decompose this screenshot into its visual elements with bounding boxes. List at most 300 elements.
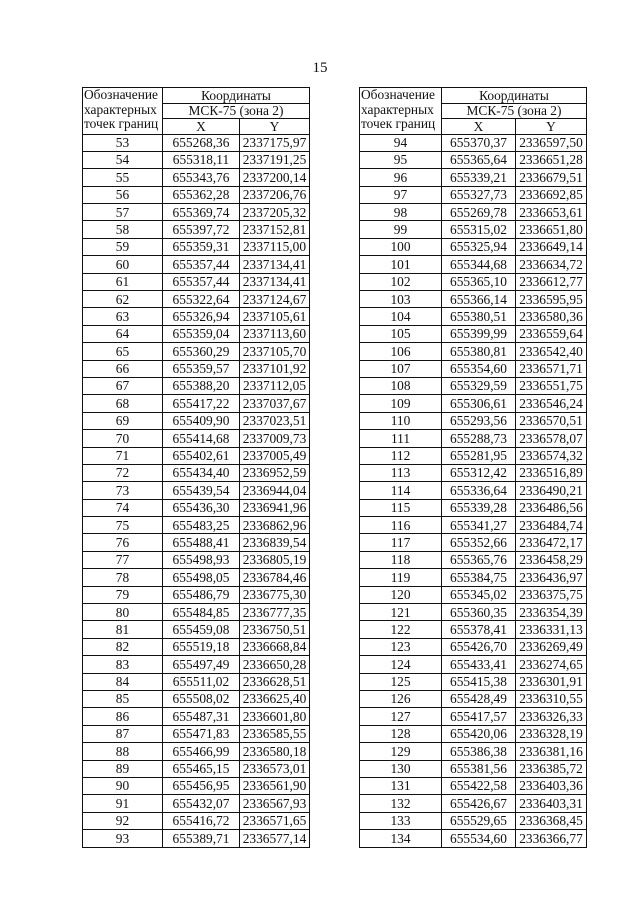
table-row xyxy=(360,777,587,794)
point-number-cell: 131 xyxy=(360,777,442,794)
x-coordinate-cell: 655456,95 xyxy=(163,777,240,794)
y-coordinate-cell: 2336784,46 xyxy=(240,569,310,586)
table-row xyxy=(83,204,310,221)
point-number-cell: 88 xyxy=(83,743,163,760)
table-body xyxy=(360,134,587,847)
table-row xyxy=(360,604,587,621)
point-number-cell: 70 xyxy=(83,430,163,447)
y-coordinate-cell: 2336649,14 xyxy=(516,238,587,255)
point-number-cell: 123 xyxy=(360,638,442,655)
x-coordinate-cell: 655434,40 xyxy=(163,464,240,481)
table-row xyxy=(83,691,310,708)
y-coordinate-cell: 2337134,41 xyxy=(240,273,310,290)
point-number-cell: 114 xyxy=(360,482,442,499)
point-number-cell: 121 xyxy=(360,604,442,621)
point-number-cell: 94 xyxy=(360,134,442,151)
point-number-cell: 124 xyxy=(360,656,442,673)
x-coordinate-cell: 655399,99 xyxy=(442,325,516,342)
coordinates-table-right xyxy=(359,87,587,848)
table-row xyxy=(360,760,587,777)
designation-header xyxy=(360,88,442,135)
table-row xyxy=(83,377,310,394)
point-number-cell: 106 xyxy=(360,343,442,360)
table-row xyxy=(83,812,310,829)
y-coordinate-cell: 2336775,30 xyxy=(240,586,310,603)
point-number-cell: 63 xyxy=(83,308,163,325)
point-number-cell: 72 xyxy=(83,464,163,481)
y-coordinate-cell: 2336571,65 xyxy=(240,812,310,829)
x-coordinate-cell: 655388,20 xyxy=(163,377,240,394)
table-row xyxy=(360,691,587,708)
table-row xyxy=(360,656,587,673)
x-coordinate-cell: 655341,27 xyxy=(442,517,516,534)
y-coordinate-cell: 2336679,51 xyxy=(516,169,587,186)
table-row xyxy=(360,377,587,394)
point-number-cell: 111 xyxy=(360,430,442,447)
point-number-cell: 103 xyxy=(360,291,442,308)
table-row xyxy=(83,464,310,481)
y-coordinate-cell: 2336328,19 xyxy=(516,725,587,742)
y-coordinate-cell: 2336668,84 xyxy=(240,638,310,655)
table-row xyxy=(360,273,587,290)
point-number-cell: 69 xyxy=(83,412,163,429)
y-coordinate-cell: 2336612,77 xyxy=(516,273,587,290)
y-coordinate-cell: 2336301,91 xyxy=(516,673,587,690)
x-coordinate-cell: 655420,06 xyxy=(442,725,516,742)
x-coordinate-cell: 655357,44 xyxy=(163,256,240,273)
x-coordinate-cell: 655281,95 xyxy=(442,447,516,464)
y-coordinate-cell: 2337105,61 xyxy=(240,308,310,325)
designation-line-1: Обозначение xyxy=(361,87,435,102)
y-coordinate-cell: 2336625,40 xyxy=(240,691,310,708)
table-row xyxy=(83,221,310,238)
y-coordinate-cell: 2336561,90 xyxy=(240,777,310,794)
page-number: 15 xyxy=(312,60,328,76)
x-coordinate-cell: 655484,85 xyxy=(163,604,240,621)
y-coordinate-cell: 2336484,74 xyxy=(516,517,587,534)
table-row xyxy=(360,221,587,238)
x-coordinate-cell: 655352,66 xyxy=(442,534,516,551)
table-header xyxy=(360,88,587,135)
coordinate-system: МСК-75 (зона 2) xyxy=(163,103,310,119)
x-coordinate-cell: 655322,64 xyxy=(163,291,240,308)
x-coordinate-cell: 655306,61 xyxy=(442,395,516,412)
table-row xyxy=(360,204,587,221)
y-coordinate-cell: 2336546,24 xyxy=(516,395,587,412)
x-coordinate-cell: 655487,31 xyxy=(163,708,240,725)
coordinates-table-left xyxy=(82,87,310,848)
point-number-cell: 127 xyxy=(360,708,442,725)
x-coordinate-cell: 655459,08 xyxy=(163,621,240,638)
y-coordinate-cell: 2337206,76 xyxy=(240,186,310,203)
y-coordinate-cell: 2336651,80 xyxy=(516,221,587,238)
coordinates-title: Координаты xyxy=(163,88,310,104)
x-coordinate-cell: 655365,76 xyxy=(442,551,516,568)
y-coordinate-cell: 2336651,28 xyxy=(516,151,587,168)
y-coordinate-cell: 2336952,59 xyxy=(240,464,310,481)
table-row xyxy=(360,169,587,186)
point-number-cell: 125 xyxy=(360,673,442,690)
table-row xyxy=(360,447,587,464)
y-coordinate-cell: 2336366,77 xyxy=(516,830,587,847)
y-coordinate-cell: 2336777,35 xyxy=(240,604,310,621)
point-number-cell: 116 xyxy=(360,517,442,534)
point-number-cell: 85 xyxy=(83,691,163,708)
y-coordinate-cell: 2336559,64 xyxy=(516,325,587,342)
table-row xyxy=(83,134,310,151)
table-row xyxy=(360,517,587,534)
y-coordinate-cell: 2337115,00 xyxy=(240,238,310,255)
x-coordinate-cell: 655360,29 xyxy=(163,343,240,360)
point-number-cell: 100 xyxy=(360,238,442,255)
point-number-cell: 77 xyxy=(83,551,163,568)
y-coordinate-cell: 2337205,32 xyxy=(240,204,310,221)
table-row xyxy=(360,238,587,255)
point-number-cell: 78 xyxy=(83,569,163,586)
x-coordinate-cell: 655436,30 xyxy=(163,499,240,516)
point-number-cell: 62 xyxy=(83,291,163,308)
point-number-cell: 130 xyxy=(360,760,442,777)
x-coordinate-cell: 655315,02 xyxy=(442,221,516,238)
x-coordinate-cell: 655336,64 xyxy=(442,482,516,499)
table-row xyxy=(360,725,587,742)
x-coordinate-cell: 655378,41 xyxy=(442,621,516,638)
point-number-cell: 99 xyxy=(360,221,442,238)
table-row xyxy=(83,343,310,360)
table-row xyxy=(83,708,310,725)
y-coordinate-cell: 2336385,72 xyxy=(516,760,587,777)
x-coordinate-cell: 655417,57 xyxy=(442,708,516,725)
point-number-cell: 129 xyxy=(360,743,442,760)
y-column-header: Y xyxy=(516,119,587,135)
x-coordinate-cell: 655497,49 xyxy=(163,656,240,673)
point-number-cell: 119 xyxy=(360,569,442,586)
x-coordinate-cell: 655380,51 xyxy=(442,308,516,325)
y-coordinate-cell: 2336595,95 xyxy=(516,291,587,308)
point-number-cell: 87 xyxy=(83,725,163,742)
table-row xyxy=(83,447,310,464)
point-number-cell: 102 xyxy=(360,273,442,290)
table-row xyxy=(360,291,587,308)
y-coordinate-cell: 2337037,67 xyxy=(240,395,310,412)
y-coordinate-cell: 2336571,71 xyxy=(516,360,587,377)
x-coordinate-cell: 655288,73 xyxy=(442,430,516,447)
x-coordinate-cell: 655498,93 xyxy=(163,551,240,568)
x-coordinate-cell: 655414,68 xyxy=(163,430,240,447)
table-row xyxy=(360,812,587,829)
point-number-cell: 126 xyxy=(360,691,442,708)
x-coordinate-cell: 655268,36 xyxy=(163,134,240,151)
y-coordinate-cell: 2337023,51 xyxy=(240,412,310,429)
table-row xyxy=(83,186,310,203)
x-coordinate-cell: 655397,72 xyxy=(163,221,240,238)
point-number-cell: 68 xyxy=(83,395,163,412)
y-coordinate-cell: 2336490,21 xyxy=(516,482,587,499)
y-coordinate-cell: 2336486,56 xyxy=(516,499,587,516)
y-coordinate-cell: 2336354,39 xyxy=(516,604,587,621)
x-coordinate-cell: 655359,57 xyxy=(163,360,240,377)
y-coordinate-cell: 2337112,05 xyxy=(240,377,310,394)
y-coordinate-cell: 2336628,51 xyxy=(240,673,310,690)
table-row xyxy=(360,325,587,342)
y-coordinate-cell: 2337101,92 xyxy=(240,360,310,377)
table-row xyxy=(83,621,310,638)
x-column-header: X xyxy=(442,119,516,135)
point-number-cell: 115 xyxy=(360,499,442,516)
x-coordinate-cell: 655365,64 xyxy=(442,151,516,168)
point-number-cell: 65 xyxy=(83,343,163,360)
y-coordinate-cell: 2336585,55 xyxy=(240,725,310,742)
point-number-cell: 109 xyxy=(360,395,442,412)
point-number-cell: 110 xyxy=(360,412,442,429)
point-number-cell: 66 xyxy=(83,360,163,377)
table-row xyxy=(360,343,587,360)
y-coordinate-cell: 2336570,51 xyxy=(516,412,587,429)
x-coordinate-cell: 655360,35 xyxy=(442,604,516,621)
y-coordinate-cell: 2336578,07 xyxy=(516,430,587,447)
y-coordinate-cell: 2336381,16 xyxy=(516,743,587,760)
point-number-cell: 118 xyxy=(360,551,442,568)
table-row xyxy=(83,360,310,377)
table-header xyxy=(83,88,310,135)
x-coordinate-cell: 655426,70 xyxy=(442,638,516,655)
point-number-cell: 57 xyxy=(83,204,163,221)
point-number-cell: 128 xyxy=(360,725,442,742)
x-coordinate-cell: 655432,07 xyxy=(163,795,240,812)
y-coordinate-cell: 2337005,49 xyxy=(240,447,310,464)
designation-line-3: точек границ xyxy=(84,116,159,131)
point-number-cell: 89 xyxy=(83,760,163,777)
point-number-cell: 71 xyxy=(83,447,163,464)
table-row xyxy=(360,830,587,847)
x-coordinate-cell: 655370,37 xyxy=(442,134,516,151)
table-row xyxy=(360,499,587,516)
x-coordinate-cell: 655327,73 xyxy=(442,186,516,203)
point-number-cell: 92 xyxy=(83,812,163,829)
y-coordinate-cell: 2337105,70 xyxy=(240,343,310,360)
x-coordinate-cell: 655402,61 xyxy=(163,447,240,464)
coordinates-title: Координаты xyxy=(442,88,587,104)
point-number-cell: 53 xyxy=(83,134,163,151)
x-coordinate-cell: 655534,60 xyxy=(442,830,516,847)
designation-line-1: Обозначение xyxy=(84,87,158,102)
x-coordinate-cell: 655293,56 xyxy=(442,412,516,429)
point-number-cell: 83 xyxy=(83,656,163,673)
table-row xyxy=(83,238,310,255)
table-row xyxy=(83,604,310,621)
x-coordinate-cell: 655433,41 xyxy=(442,656,516,673)
point-number-cell: 80 xyxy=(83,604,163,621)
table-row xyxy=(83,586,310,603)
table-row xyxy=(360,134,587,151)
y-coordinate-cell: 2336375,75 xyxy=(516,586,587,603)
table-row xyxy=(360,256,587,273)
point-number-cell: 55 xyxy=(83,169,163,186)
y-coordinate-cell: 2336567,93 xyxy=(240,795,310,812)
x-coordinate-cell: 655471,83 xyxy=(163,725,240,742)
point-number-cell: 107 xyxy=(360,360,442,377)
table-row xyxy=(83,482,310,499)
point-number-cell: 82 xyxy=(83,638,163,655)
x-coordinate-cell: 655381,56 xyxy=(442,760,516,777)
table-row xyxy=(83,743,310,760)
point-number-cell: 104 xyxy=(360,308,442,325)
point-number-cell: 64 xyxy=(83,325,163,342)
point-number-cell: 76 xyxy=(83,534,163,551)
table-row xyxy=(360,412,587,429)
point-number-cell: 133 xyxy=(360,812,442,829)
x-coordinate-cell: 655508,02 xyxy=(163,691,240,708)
y-coordinate-cell: 2336653,61 xyxy=(516,204,587,221)
table-row xyxy=(360,673,587,690)
table-row xyxy=(83,551,310,568)
y-coordinate-cell: 2337152,81 xyxy=(240,221,310,238)
x-coordinate-cell: 655345,02 xyxy=(442,586,516,603)
x-coordinate-cell: 655344,68 xyxy=(442,256,516,273)
x-coordinate-cell: 655318,11 xyxy=(163,151,240,168)
point-number-cell: 79 xyxy=(83,586,163,603)
point-number-cell: 75 xyxy=(83,517,163,534)
x-coordinate-cell: 655389,71 xyxy=(163,830,240,847)
point-number-cell: 112 xyxy=(360,447,442,464)
designation-line-2: характерных xyxy=(361,101,434,117)
table-row xyxy=(83,777,310,794)
point-number-cell: 97 xyxy=(360,186,442,203)
table-row xyxy=(83,534,310,551)
x-coordinate-cell: 655426,67 xyxy=(442,795,516,812)
x-coordinate-cell: 655326,94 xyxy=(163,308,240,325)
x-coordinate-cell: 655498,05 xyxy=(163,569,240,586)
designation-line-3: точек границ xyxy=(361,116,436,131)
point-number-cell: 134 xyxy=(360,830,442,847)
table-row xyxy=(360,308,587,325)
y-coordinate-cell: 2336574,32 xyxy=(516,447,587,464)
y-coordinate-cell: 2336573,01 xyxy=(240,760,310,777)
x-coordinate-cell: 655465,15 xyxy=(163,760,240,777)
table-row xyxy=(83,638,310,655)
y-coordinate-cell: 2337124,67 xyxy=(240,291,310,308)
y-coordinate-cell: 2336580,18 xyxy=(240,743,310,760)
x-coordinate-cell: 655369,74 xyxy=(163,204,240,221)
y-coordinate-cell: 2336551,75 xyxy=(516,377,587,394)
table-row xyxy=(83,169,310,186)
y-coordinate-cell: 2336805,19 xyxy=(240,551,310,568)
table-row xyxy=(360,586,587,603)
x-coordinate-cell: 655483,25 xyxy=(163,517,240,534)
point-number-cell: 84 xyxy=(83,673,163,690)
point-number-cell: 60 xyxy=(83,256,163,273)
point-number-cell: 120 xyxy=(360,586,442,603)
coordinate-system: МСК-75 (зона 2) xyxy=(442,103,587,119)
y-coordinate-cell: 2336944,04 xyxy=(240,482,310,499)
table-row xyxy=(360,360,587,377)
x-coordinate-cell: 655439,54 xyxy=(163,482,240,499)
y-coordinate-cell: 2336310,55 xyxy=(516,691,587,708)
y-coordinate-cell: 2336580,36 xyxy=(516,308,587,325)
y-coordinate-cell: 2336269,49 xyxy=(516,638,587,655)
point-number-cell: 95 xyxy=(360,151,442,168)
y-coordinate-cell: 2337009,73 xyxy=(240,430,310,447)
point-number-cell: 105 xyxy=(360,325,442,342)
x-coordinate-cell: 655359,04 xyxy=(163,325,240,342)
y-coordinate-cell: 2336542,40 xyxy=(516,343,587,360)
point-number-cell: 98 xyxy=(360,204,442,221)
point-number-cell: 54 xyxy=(83,151,163,168)
point-number-cell: 132 xyxy=(360,795,442,812)
table-row xyxy=(83,673,310,690)
y-coordinate-cell: 2336941,96 xyxy=(240,499,310,516)
point-number-cell: 58 xyxy=(83,221,163,238)
designation-line-2: характерных xyxy=(84,101,157,117)
table-row xyxy=(83,395,310,412)
x-coordinate-cell: 655488,41 xyxy=(163,534,240,551)
x-coordinate-cell: 655384,75 xyxy=(442,569,516,586)
y-coordinate-cell: 2336862,96 xyxy=(240,517,310,534)
point-number-cell: 108 xyxy=(360,377,442,394)
x-coordinate-cell: 655343,76 xyxy=(163,169,240,186)
table-row xyxy=(360,621,587,638)
y-coordinate-cell: 2336650,28 xyxy=(240,656,310,673)
x-coordinate-cell: 655416,72 xyxy=(163,812,240,829)
x-coordinate-cell: 655362,28 xyxy=(163,186,240,203)
x-coordinate-cell: 655386,38 xyxy=(442,743,516,760)
table-row xyxy=(83,725,310,742)
table-row xyxy=(83,517,310,534)
x-coordinate-cell: 655339,28 xyxy=(442,499,516,516)
y-coordinate-cell: 2337200,14 xyxy=(240,169,310,186)
point-number-cell: 56 xyxy=(83,186,163,203)
x-coordinate-cell: 655428,49 xyxy=(442,691,516,708)
table-row xyxy=(83,291,310,308)
point-number-cell: 101 xyxy=(360,256,442,273)
table-row xyxy=(360,464,587,481)
table-row xyxy=(83,499,310,516)
x-coordinate-cell: 655339,21 xyxy=(442,169,516,186)
x-coordinate-cell: 655422,58 xyxy=(442,777,516,794)
x-coordinate-cell: 655417,22 xyxy=(163,395,240,412)
y-coordinate-cell: 2337134,41 xyxy=(240,256,310,273)
table-row xyxy=(83,308,310,325)
y-column-header: Y xyxy=(240,119,310,135)
x-coordinate-cell: 655357,44 xyxy=(163,273,240,290)
point-number-cell: 96 xyxy=(360,169,442,186)
table-row xyxy=(360,151,587,168)
table-row xyxy=(360,638,587,655)
y-coordinate-cell: 2336472,17 xyxy=(516,534,587,551)
x-coordinate-cell: 655329,59 xyxy=(442,377,516,394)
y-coordinate-cell: 2336839,54 xyxy=(240,534,310,551)
table-row xyxy=(83,795,310,812)
table-row xyxy=(360,551,587,568)
table-row xyxy=(360,795,587,812)
point-number-cell: 73 xyxy=(83,482,163,499)
point-number-cell: 117 xyxy=(360,534,442,551)
x-coordinate-cell: 655354,60 xyxy=(442,360,516,377)
x-coordinate-cell: 655519,18 xyxy=(163,638,240,655)
point-number-cell: 74 xyxy=(83,499,163,516)
y-coordinate-cell: 2336601,80 xyxy=(240,708,310,725)
x-coordinate-cell: 655529,65 xyxy=(442,812,516,829)
table-row xyxy=(83,569,310,586)
x-coordinate-cell: 655380,81 xyxy=(442,343,516,360)
table-row xyxy=(360,743,587,760)
point-number-cell: 61 xyxy=(83,273,163,290)
y-coordinate-cell: 2336368,45 xyxy=(516,812,587,829)
table-row xyxy=(360,482,587,499)
x-coordinate-cell: 655486,79 xyxy=(163,586,240,603)
x-coordinate-cell: 655366,14 xyxy=(442,291,516,308)
y-coordinate-cell: 2336634,72 xyxy=(516,256,587,273)
